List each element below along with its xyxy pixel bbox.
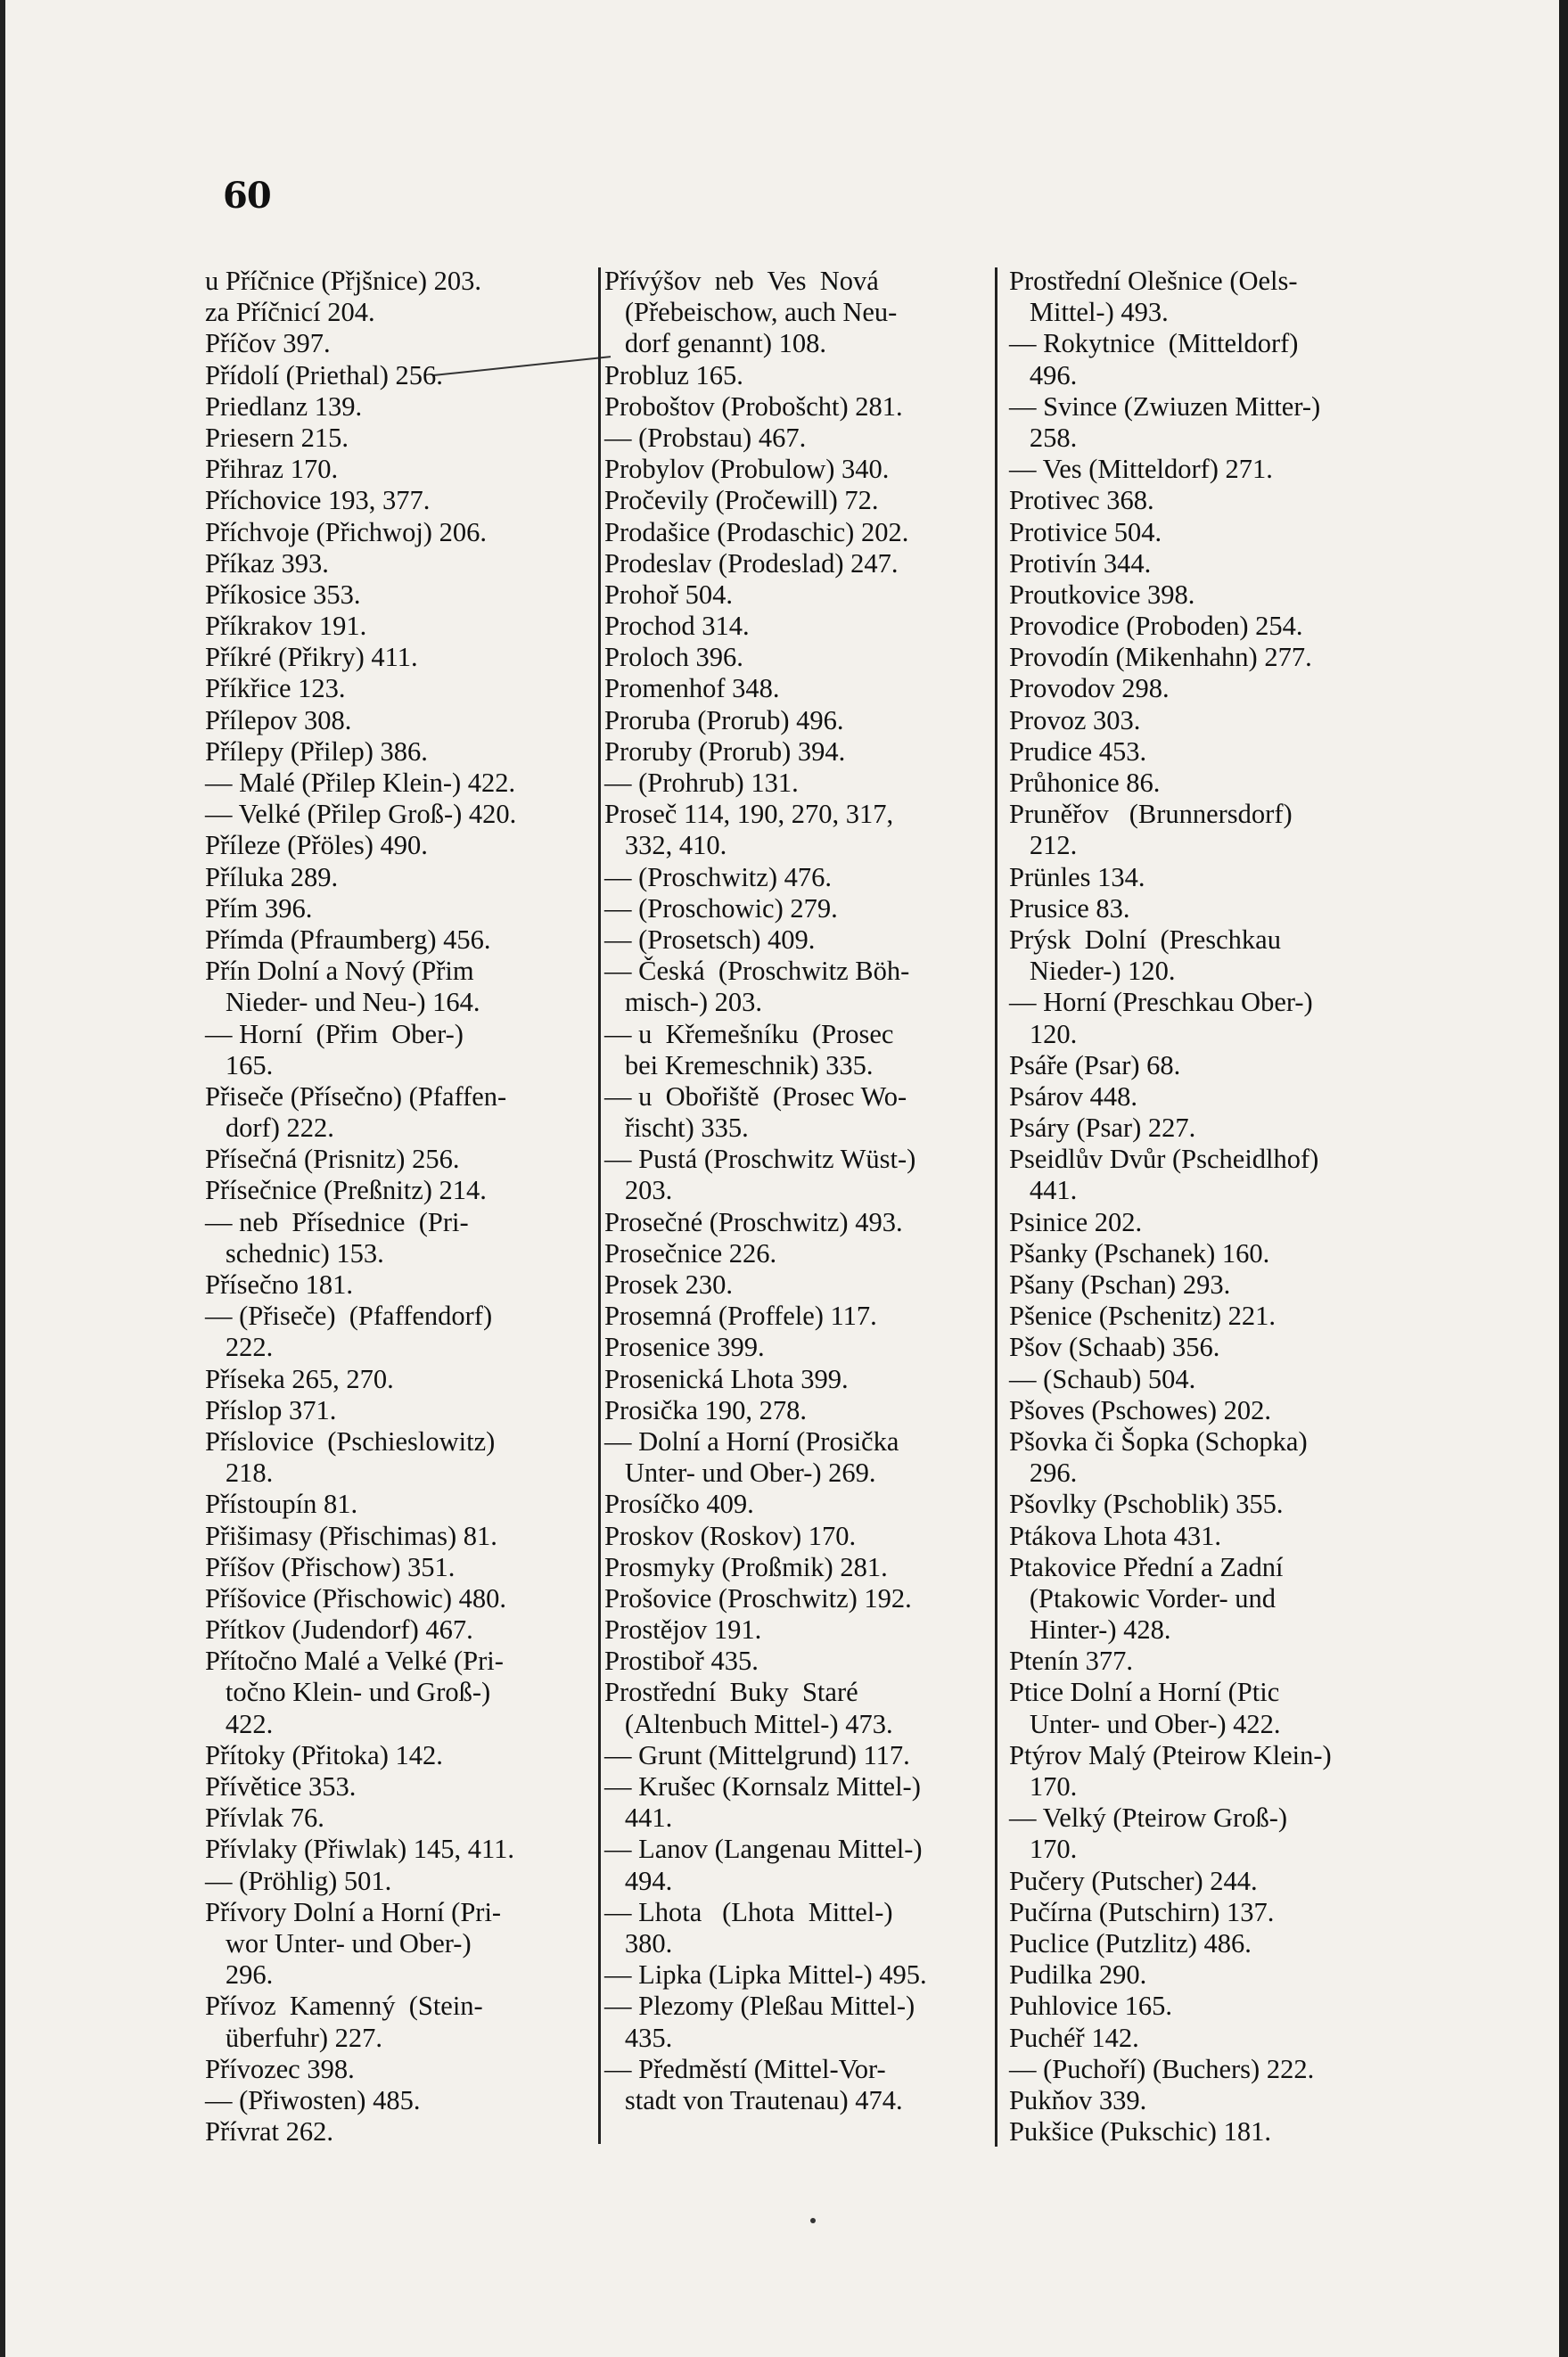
index-entry: Prostřední Buky Staré: [604, 1677, 858, 1708]
index-entry: — Malé (Přilep Klein-) 422.: [205, 768, 516, 798]
index-entry: Proutkovice 398.: [1009, 579, 1195, 610]
index-entry: Prosíčko 409.: [604, 1489, 754, 1520]
index-entry: Prusice 83.: [1009, 892, 1130, 924]
index-entry: Prudice 453.: [1009, 735, 1147, 767]
index-entry: Přín Dolní a Nový (Přim: [205, 956, 474, 987]
index-entry: Pukšice (Pukschic) 181.: [1009, 2116, 1271, 2148]
index-entry: Prodeslav (Prodeslad) 247.: [604, 547, 899, 579]
index-entry: — (Přiwosten) 485.: [205, 2084, 421, 2115]
index-entry: Mittel-) 493.: [1009, 297, 1169, 328]
index-entry: Prosenice 399.: [604, 1332, 765, 1363]
index-entry: Pšovlky (Pschoblik) 355.: [1009, 1489, 1284, 1520]
index-entry: Pšany (Pschan) 293.: [1009, 1269, 1231, 1300]
index-entry: — (Prohrub) 131.: [604, 768, 799, 798]
index-entry: Proskov (Roskov) 170.: [604, 1520, 857, 1551]
index-entry: bei Kremeschnik) 335.: [604, 1049, 874, 1080]
index-entry: 296.: [1009, 1458, 1078, 1489]
index-entry: Prosemná (Proffele) 117.: [604, 1301, 877, 1332]
index-entry: 203.: [604, 1175, 673, 1206]
index-entry: — Lanov (Langenau Mittel-): [604, 1834, 923, 1865]
index-entry: — Předměstí (Mittel-Vor-: [604, 2053, 886, 2084]
index-entry: Pučery (Putscher) 244.: [1009, 1865, 1258, 1896]
index-entry: Přísečno 181.: [205, 1269, 354, 1300]
index-entry: — Rokytnice (Mitteldorf): [1009, 328, 1299, 359]
index-entry: Přívýšov neb Ves Nová: [604, 266, 879, 296]
index-entry: Pšanky (Pschanek) 160.: [1009, 1237, 1270, 1269]
index-entry: Pšoves (Pschowes) 202.: [1009, 1394, 1271, 1425]
index-entry: Přímda (Pfraumberg) 456.: [205, 924, 491, 955]
index-entry: Prosmyky (Proßmik) 281.: [604, 1551, 888, 1582]
index-entry: Prohoř 504.: [604, 579, 734, 610]
index-entry: Provodov 298.: [1009, 673, 1170, 704]
index-entry: — Velké (Přilep Groß-) 420.: [205, 799, 517, 830]
index-entry: — Dolní a Horní (Prosička: [604, 1425, 899, 1457]
index-entry: 170.: [1009, 1834, 1078, 1865]
index-entry: Prostiboř 435.: [604, 1646, 759, 1677]
index-entry: Příluka 289.: [205, 861, 339, 892]
index-entry: — Krušec (Kornsalz Mittel-): [604, 1771, 921, 1802]
index-entry: Příslovice (Pschieslowitz): [205, 1425, 496, 1457]
index-entry: Příkrakov 191.: [205, 611, 367, 642]
index-entry: Přívoz Kamenný (Stein-: [205, 1991, 483, 2022]
index-entry: Provodice (Proboden) 254.: [1009, 611, 1303, 642]
ink-dot: [810, 2218, 816, 2223]
index-entry: Přítočno Malé a Velké (Pri-: [205, 1646, 504, 1677]
index-entry: Ptakovice Přední a Zadní: [1009, 1551, 1284, 1582]
index-entry: 441.: [604, 1803, 673, 1834]
index-entry: 296.: [205, 1959, 274, 1991]
index-entry: 170.: [1009, 1771, 1078, 1802]
index-entry: Přívozec 398.: [205, 2053, 355, 2084]
index-entry: Pšovka či Šopka (Schopka): [1009, 1425, 1308, 1457]
index-entry: Pudilka 290.: [1009, 1959, 1147, 1991]
index-entry: — Horní (Preschkau Ober-): [1009, 987, 1313, 1018]
index-entry: Přiseče (Přísečno) (Pfaffen-: [205, 1080, 507, 1112]
index-entry: Unter- und Ober-) 422.: [1009, 1708, 1281, 1739]
index-entry: Příslop 371.: [205, 1394, 337, 1425]
index-entry: — (Proschwitz) 476.: [604, 861, 832, 892]
index-entry: — Pustá (Proschwitz Wüst-): [604, 1144, 916, 1175]
index-entry: (Ptakowic Vorder- und: [1009, 1582, 1276, 1614]
index-entry: — (Přiseče) (Pfaffendorf): [205, 1301, 493, 1332]
index-entry: stadt von Trautenau) 474.: [604, 2084, 903, 2115]
index-entry: Přílepy (Přilep) 386.: [205, 735, 428, 767]
index-entry: Proseč 114, 190, 270, 317,: [604, 799, 894, 830]
index-entry: Prošovice (Proschwitz) 192.: [604, 1582, 912, 1614]
page-number: 60: [223, 175, 271, 217]
index-entry: Příleze (Přöles) 490.: [205, 830, 428, 861]
index-entry: Prostřední Olešnice (Oels-: [1009, 266, 1298, 296]
index-entry: Protivec 368.: [1009, 485, 1154, 516]
index-column-1: [205, 266, 597, 2148]
index-entry: Přítkov (Judendorf) 467.: [205, 1614, 473, 1646]
index-entry: Přívlak 76.: [205, 1803, 324, 1834]
index-entry: Přístoupín 81.: [205, 1489, 358, 1520]
index-entry: — u Obořiště (Prosec Wo-: [604, 1080, 907, 1112]
index-entry: dorf genannt) 108.: [604, 328, 827, 359]
index-entry: Nieder-) 120.: [1009, 956, 1176, 987]
index-entry: Priedlanz 139.: [205, 390, 363, 422]
index-entry: Pročevily (Pročewill) 72.: [604, 485, 879, 516]
index-entry: za Příčnicí 204.: [205, 297, 375, 328]
index-entry: — (Puchoří) (Buchers) 222.: [1009, 2053, 1315, 2084]
index-entry: dorf) 222.: [205, 1113, 334, 1144]
index-entry: Přídolí (Priethal) 256.: [205, 359, 443, 390]
index-entry: Přišimasy (Přischimas) 81.: [205, 1520, 497, 1551]
index-entry: Přívětice 353.: [205, 1771, 357, 1802]
index-entry: Příšov (Přischow) 351.: [205, 1551, 456, 1582]
index-entry: Puhlovice 165.: [1009, 1991, 1172, 2022]
index-column-3: [1009, 266, 1398, 2148]
index-entry: — Česká (Proschwitz Böh-: [604, 956, 910, 987]
index-entry: Pšov (Schaab) 356.: [1009, 1332, 1220, 1363]
index-entry: wor Unter- und Ober-): [205, 1927, 472, 1959]
index-column-2: [604, 266, 989, 2116]
index-entry: 496.: [1009, 359, 1078, 390]
index-entry: Psárov 448.: [1009, 1080, 1138, 1112]
index-entry: — Plezomy (Pleßau Mittel-): [604, 1991, 915, 2022]
index-entry: Prosečnice 226.: [604, 1237, 777, 1269]
index-entry: (Altenbuch Mittel-) 473.: [604, 1708, 893, 1739]
index-entry: 380.: [604, 1927, 673, 1959]
index-entry: Prosenická Lhota 399.: [604, 1363, 849, 1394]
index-entry: Provodín (Mikenhahn) 277.: [1009, 642, 1312, 673]
index-entry: 422.: [205, 1708, 274, 1739]
index-entry: Ptice Dolní a Horní (Ptic: [1009, 1677, 1280, 1708]
index-entry: Příkré (Přikry) 411.: [205, 642, 418, 673]
index-entry: Prosečné (Proschwitz) 493.: [604, 1206, 903, 1237]
index-entry: Proruba (Prorub) 496.: [604, 704, 844, 735]
index-entry: Příčov 397.: [205, 328, 331, 359]
index-entry: 222.: [205, 1332, 274, 1363]
index-entry: Přívory Dolní a Horní (Pri-: [205, 1896, 502, 1927]
index-entry: Prosek 230.: [604, 1269, 734, 1300]
index-entry: — Lhota (Lhota Mittel-): [604, 1896, 893, 1927]
index-entry: — Svince (Zwiuzen Mitter-): [1009, 390, 1321, 422]
index-entry: Prosička 190, 278.: [604, 1394, 808, 1425]
index-entry: — Lipka (Lipka Mittel-) 495.: [604, 1959, 927, 1991]
index-entry: — Grunt (Mittelgrund) 117.: [604, 1739, 910, 1770]
index-entry: u Příčnice (Přjšnice) 203.: [205, 266, 482, 296]
index-entry: Prochod 314.: [604, 611, 750, 642]
index-entry: — Horní (Přim Ober-): [205, 1018, 464, 1049]
index-entry: Priesern 215.: [205, 422, 349, 453]
index-entry: Příkřice 123.: [205, 673, 346, 704]
index-entry: 435.: [604, 2022, 673, 2053]
index-entry: Přihraz 170.: [205, 454, 339, 485]
index-entry: řischt) 335.: [604, 1113, 749, 1144]
index-entry: Nieder- und Neu-) 164.: [205, 987, 480, 1018]
index-entry: Proloch 396.: [604, 642, 743, 673]
index-entry: Proruby (Prorub) 394.: [604, 735, 846, 767]
index-entry: Přítoky (Přitoka) 142.: [205, 1739, 443, 1770]
index-entry: Přívrat 262.: [205, 2116, 334, 2148]
index-entry: 165.: [205, 1049, 274, 1080]
index-entry: 258.: [1009, 422, 1078, 453]
index-entry: Prýsk Dolní (Preschkau: [1009, 924, 1281, 955]
index-entry: Puclice (Putzlitz) 486.: [1009, 1927, 1252, 1959]
index-entry: Provoz 303.: [1009, 704, 1141, 735]
index-entry: überfuhr) 227.: [205, 2022, 383, 2053]
index-entry: Prostějov 191.: [604, 1614, 762, 1646]
index-entry: Probluz 165.: [604, 359, 743, 390]
index-entry: Puchéř 142.: [1009, 2022, 1139, 2053]
index-entry: 332, 410.: [604, 830, 727, 861]
index-entry: Protivice 504.: [1009, 516, 1162, 547]
index-entry: Příseka 265, 270.: [205, 1363, 394, 1394]
index-entry: 494.: [604, 1865, 673, 1896]
index-entry: točno Klein- und Groß-): [205, 1677, 491, 1708]
index-entry: Příkosice 353.: [205, 579, 361, 610]
column-divider: [995, 267, 997, 2147]
index-entry: — (Schaub) 504.: [1009, 1363, 1196, 1394]
index-entry: 120.: [1009, 1018, 1078, 1049]
index-entry: Přísečnice (Preßnitz) 214.: [205, 1175, 487, 1206]
index-entry: Příchvoje (Přichwoj) 206.: [205, 516, 487, 547]
index-entry: — neb Přísednice (Pri-: [205, 1206, 469, 1237]
index-entry: Pseidlův Dvůr (Pscheidlhof): [1009, 1144, 1319, 1175]
index-entry: Ptákova Lhota 431.: [1009, 1520, 1222, 1551]
index-entry: Promenhof 348.: [604, 673, 780, 704]
index-entry: Pukňov 339.: [1009, 2084, 1147, 2115]
index-entry: Unter- und Ober-) 269.: [604, 1458, 876, 1489]
index-entry: misch-) 203.: [604, 987, 763, 1018]
index-entry: Psáry (Psar) 227.: [1009, 1113, 1196, 1144]
index-entry: — (Proschowic) 279.: [604, 892, 838, 924]
index-entry: Ptýrov Malý (Pteirow Klein-): [1009, 1739, 1332, 1770]
index-entry: Probylov (Probulow) 340.: [604, 454, 890, 485]
index-entry: Psinice 202.: [1009, 1206, 1143, 1237]
index-entry: (Přebeischow, auch Neu-: [604, 297, 898, 328]
index-entry: — Velký (Pteirow Groß-): [1009, 1803, 1288, 1834]
index-entry: Protivín 344.: [1009, 547, 1152, 579]
index-entry: Pruněřov (Brunnersdorf): [1009, 799, 1293, 830]
index-entry: Pšenice (Pschenitz) 221.: [1009, 1301, 1276, 1332]
index-entry: — (Prosetsch) 409.: [604, 924, 816, 955]
index-entry: Příkaz 393.: [205, 547, 329, 579]
index-entry: Prodašice (Prodaschic) 202.: [604, 516, 909, 547]
index-entry: Přívlaky (Přiwlak) 145, 411.: [205, 1834, 515, 1865]
index-entry: Přísečná (Prisnitz) 256.: [205, 1144, 460, 1175]
index-entry: 441.: [1009, 1175, 1078, 1206]
index-entry: Přílepov 308.: [205, 704, 352, 735]
index-entry: — (Probstau) 467.: [604, 422, 807, 453]
index-entry: Přím 396.: [205, 892, 313, 924]
index-entry: — (Pröhlig) 501.: [205, 1865, 392, 1896]
index-entry: Příšovice (Přischowic) 480.: [205, 1582, 506, 1614]
index-entry: Hinter-) 428.: [1009, 1614, 1171, 1646]
index-entry: Prünles 134.: [1009, 861, 1145, 892]
index-entry: 212.: [1009, 830, 1078, 861]
index-entry: Ptenín 377.: [1009, 1646, 1133, 1677]
index-entry: Příchovice 193, 377.: [205, 485, 431, 516]
index-entry: — Ves (Mitteldorf) 271.: [1009, 454, 1273, 485]
index-entry: Proboštov (Probošcht) 281.: [604, 390, 903, 422]
index-entry: 218.: [205, 1458, 274, 1489]
column-divider: [598, 267, 601, 2144]
index-entry: Průhonice 86.: [1009, 768, 1161, 798]
index-entry: — u Křemešníku (Prosec: [604, 1018, 894, 1049]
index-entry: schednic) 153.: [205, 1237, 384, 1269]
index-entry: Pučírna (Putschirn) 137.: [1009, 1896, 1275, 1927]
index-entry: Psáře (Psar) 68.: [1009, 1049, 1181, 1080]
